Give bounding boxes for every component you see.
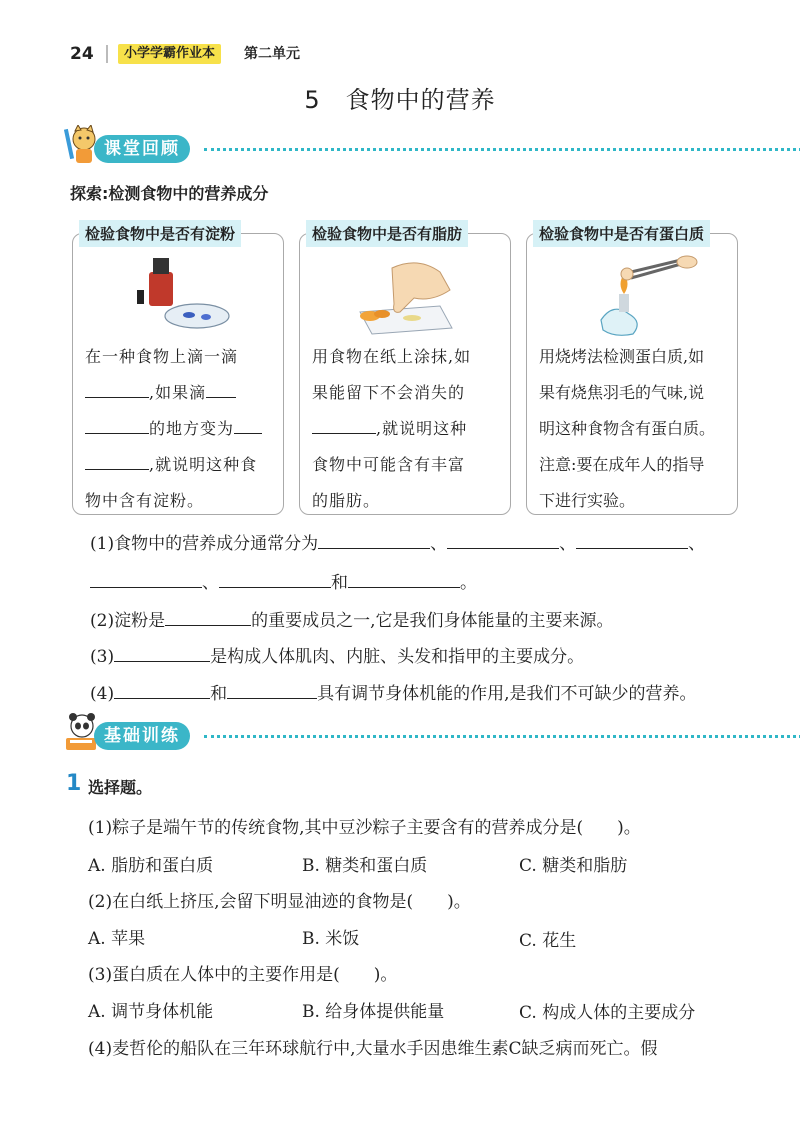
answer-blank[interactable] — [114, 643, 210, 662]
answer-blank[interactable] — [447, 530, 559, 549]
panda-mascot-icon — [64, 712, 98, 754]
lesson-title: 5 食物中的营养 — [304, 86, 496, 114]
review-question-3: (3) 是构成人体肌肉、内脏、头发和指甲的主要成分。 — [90, 642, 584, 667]
section-title-basic: 基础训练 — [94, 722, 190, 750]
cat-mascot-icon — [64, 125, 98, 167]
answer-blank[interactable] — [318, 530, 430, 549]
card-title: 检验食物中是否有蛋白质 — [533, 220, 710, 247]
starch-test-card — [72, 225, 284, 515]
choice-question-stem: (3)蛋白质在人体中的主要作用是( )。 — [88, 965, 398, 985]
alcohol-lamp-tongs-illustration — [527, 250, 737, 340]
section-title-review: 课堂回顾 — [94, 135, 190, 163]
answer-blank[interactable] — [227, 680, 317, 699]
explore-title: 探索:检测食物中的营养成分 — [70, 184, 269, 203]
card-title: 检验食物中是否有淀粉 — [79, 220, 241, 247]
answer-blank[interactable] — [85, 451, 149, 470]
section-banner-review — [64, 133, 764, 167]
book-name-badge: 小学学霸作业本 — [118, 44, 221, 64]
review-question-1-continued: 、 和 。 — [90, 568, 477, 593]
choice-option-b[interactable]: B. 米饭 — [302, 929, 360, 949]
choice-option-c[interactable]: C. 花生 — [519, 931, 577, 951]
answer-blank[interactable] — [219, 569, 331, 588]
answer-blank[interactable] — [312, 415, 376, 434]
answer-blank[interactable] — [85, 379, 149, 398]
fat-test-card — [299, 225, 511, 515]
choice-option-a[interactable]: A. 脂肪和蛋白质 — [88, 856, 214, 876]
answer-blank[interactable] — [576, 530, 688, 549]
section-banner-basic — [64, 720, 764, 754]
page-number: 24 — [70, 44, 94, 64]
card-text: 在一种食物上滴一滴 ,如果滴 的地方变为 ,就说明这种食 物中含有淀粉。 — [85, 339, 275, 519]
choice-question-stem: (1)粽子是端午节的传统食物,其中豆沙粽子主要含有的营养成分是( )。 — [88, 818, 641, 838]
answer-blank[interactable] — [114, 680, 210, 699]
answer-blank[interactable] — [348, 569, 460, 588]
hand-paper-illustration — [300, 250, 510, 340]
card-text: 用烧烤法检测蛋白质,如 果有烧焦羽毛的气味,说 明这种食物含有蛋白质。 注意:要在成年人的指导 下进行实验。 — [539, 347, 716, 510]
header-divider — [106, 45, 108, 63]
protein-test-card — [526, 225, 738, 515]
exercise-title: 选择题。 — [88, 778, 153, 797]
exercise-number: 1 — [66, 771, 82, 796]
choice-option-a[interactable]: A. 调节身体机能 — [88, 1002, 214, 1022]
choice-option-b[interactable]: B. 糖类和蛋白质 — [302, 856, 428, 876]
answer-blank[interactable] — [206, 379, 236, 398]
review-question-1: (1)食物中的营养成分通常分为 、 、 、 — [90, 529, 705, 554]
answer-blank[interactable] — [85, 415, 149, 434]
choice-option-a[interactable]: A. 苹果 — [88, 929, 146, 949]
answer-blank[interactable] — [234, 415, 262, 434]
card-title: 检验食物中是否有脂肪 — [306, 220, 468, 247]
choice-option-c[interactable]: C. 构成人体的主要成分 — [519, 1003, 696, 1023]
answer-blank[interactable] — [90, 569, 202, 588]
choice-option-c[interactable]: C. 糖类和脂肪 — [519, 856, 628, 876]
choice-option-b[interactable]: B. 给身体提供能量 — [302, 1002, 445, 1022]
choice-question-stem: (4)麦哲伦的船队在三年环球航行中,大量水手因患维生素C缺乏病而死亡。假 — [88, 1039, 658, 1059]
unit-label: 第二单元 — [244, 46, 300, 62]
choice-question-stem: (2)在白纸上挤压,会留下明显油迹的食物是( )。 — [88, 892, 471, 912]
iodine-bottle-dish-illustration — [73, 250, 283, 340]
dotted-divider — [204, 735, 800, 738]
answer-blank[interactable] — [165, 607, 251, 626]
card-text: 用食物在纸上涂抹,如 果能留下不会消失的 ,就说明这种 食物中可能含有丰富 的脂肪。 — [312, 347, 472, 510]
dotted-divider — [204, 148, 800, 151]
review-question-2: (2)淀粉是 的重要成员之一,它是我们身体能量的主要来源。 — [90, 606, 614, 631]
review-question-4: (4) 和 具有调节身体机能的作用,是我们不可缺少的营养。 — [90, 679, 697, 704]
